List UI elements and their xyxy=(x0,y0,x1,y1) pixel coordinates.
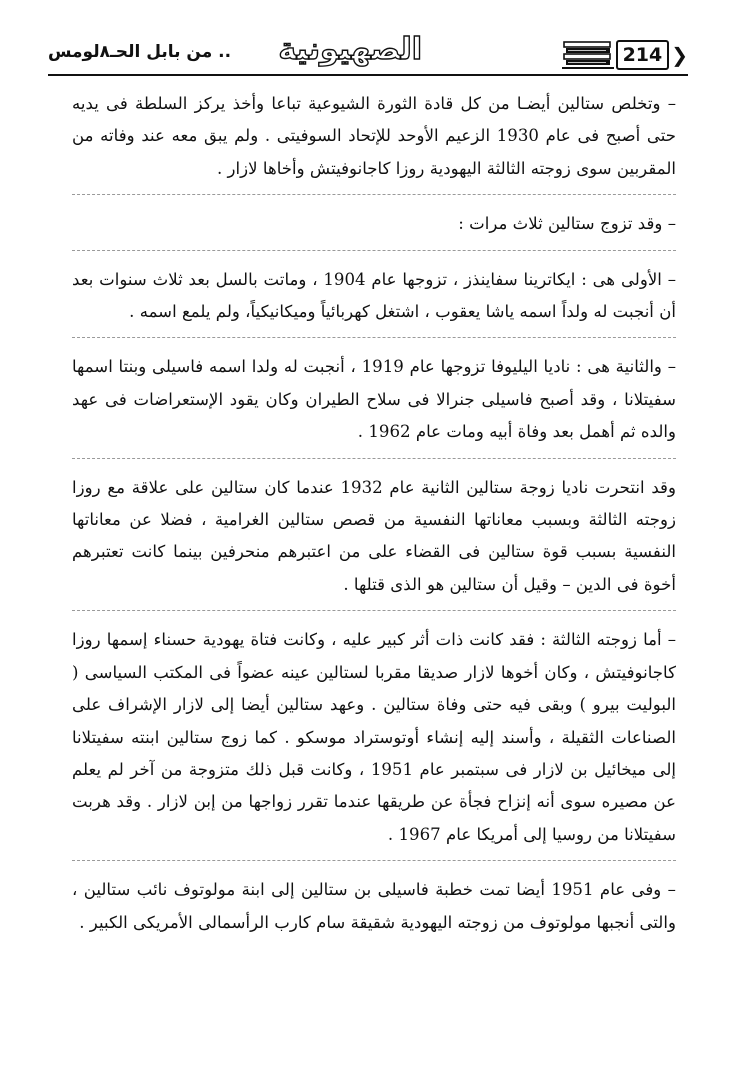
chevron-right-icon: ❯ xyxy=(671,43,688,67)
paragraph: وقد انتحرت ناديا زوجة ستالين الثانية عام 1932 عندما كان ستالين على علاقة مع روزا زوجته الثالثة وبسبب معاناتها النفسية من قصص ستالين الغرامية ، فضلا عن معاناتها النفسية بسبب قوة ستالين فى القضاء على من اعتبرهم منحرفين بينما كانت تعتبرهم أخوة فى الدين – وقيل أن ستالين هو الذى قتلها . xyxy=(72,472,676,612)
paragraph: – والثانية هى : ناديا اليليوفا تزوجها عام 1919 ، أنجبت له ولدا اسمه فاسيلى وبنتا اسمها سفيتلانا ، وقد أصبح فاسيلى جنرالا فى سلاح الطيران وكان يقود الإستعراضات فى عهد والده ثم أهمل بعد وفاة أبيه ومات عام 1962 . xyxy=(72,351,676,458)
paragraph: – وفى عام 1951 أيضا تمت خطبة فاسيلى بن ستالين إلى ابنة مولوتوف نائب ستالين ، والتى أنجبها مولوتوف من زوجته اليهودية شقيقة سام كارب الرأسمالى الأمريكى الكبير . xyxy=(72,880,676,932)
running-header xyxy=(48,32,688,80)
body-text xyxy=(72,88,676,961)
paragraph: – الأولى هى : ايكاترينا سفاينذز ، تزوجها عام 1904 ، وماتت بالسل بعد ثلاث سنوات بعد أن أنجبت له ولداً اسمه ياشا يعقوب ، اشتغل كهربائياً وميكانيكياً، ولم يلمع اسمه . xyxy=(72,264,676,339)
paragraph: – وتخلص ستالين أيضـا من كل قادة الثورة الشيوعية تباعا وأخذ يركز السلطة فى يديه حتى أصبح فى عام 1930 الزعيم الأوحد للإتحاد السوفيتى . ولم يبق معه عند وفاته من المقربين سوى زوجته الثالثة اليهودية روزا كاجانوفيتش وأخاها لازار . xyxy=(72,88,676,195)
book-subtitle: .. من بابل الحـ٨لومس xyxy=(48,42,235,62)
page-number: 214 xyxy=(616,40,670,70)
page-number-box xyxy=(562,40,688,70)
paragraph: – أما زوجته الثالثة : فقد كانت ذات أثر كبير عليه ، وكانت فتاة يهودية حسناء إسمها روزا كاجانوفيتش ، وكان أخوها لازار صديقا مقربا لستالين عينه عضواً فى المكتب السياسى ( البوليت بيرو ) وبقى فيه حتى وفاة ستالين . وعهد ستالين أيضا إلى لازار الإشراف على الصناعات الثقيلة ، وأسند إليه إنشاء أوتوستراد موسكو . كما زوج ستالين ابنته سفيتلانا إلى ميخائيل بن لازار فى سبتمبر عام 1951 ، وكانت قبل ذلك متزوجة من آخر لم يعلم عن مصيره سوى أنه إنزاح فجأة عن طريقها عندما تقرر زواجها من إبن لازار . وقد هربت سفيتلانا من روسيا إلى أمريكا عام 1967 . xyxy=(72,624,676,861)
books-stack-icon xyxy=(562,40,614,70)
header-rule xyxy=(48,74,688,76)
book-title: الصهيونية xyxy=(274,32,426,67)
paragraph: – وقد تزوج ستالين ثلاث مرات : xyxy=(72,208,676,250)
